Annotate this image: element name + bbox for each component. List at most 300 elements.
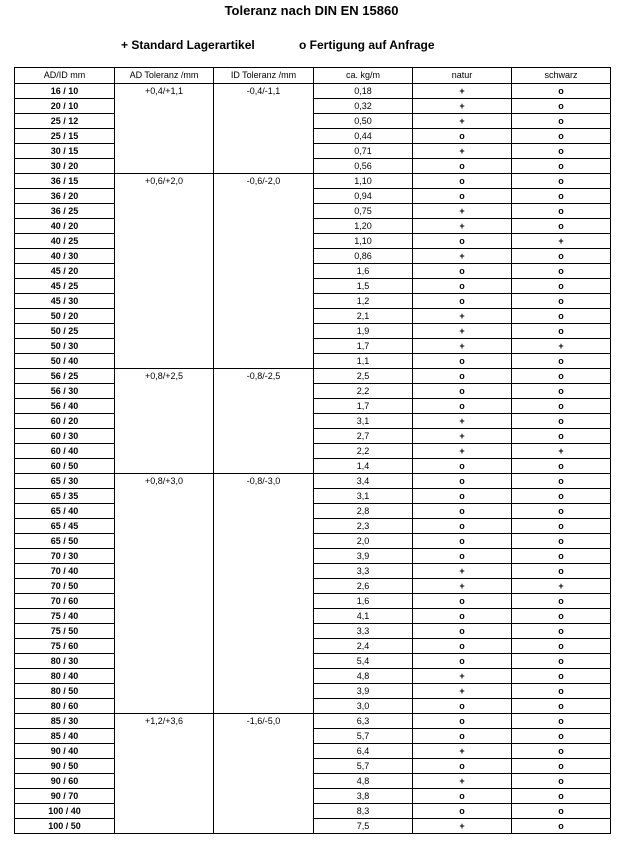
weight-cell: 5,4 xyxy=(314,654,413,669)
table-row xyxy=(15,264,611,279)
dimension-cell: 25 / 12 xyxy=(15,114,115,129)
tolerance-table xyxy=(14,67,611,834)
weight-cell: 2,5 xyxy=(314,369,413,384)
natur-cell: o xyxy=(413,174,512,189)
id-tolerance-cell xyxy=(214,804,314,819)
weight-cell: 1,7 xyxy=(314,399,413,414)
weight-cell: 1,5 xyxy=(314,279,413,294)
table-row xyxy=(15,819,611,834)
id-tolerance-cell xyxy=(214,414,314,429)
id-tolerance-cell xyxy=(214,564,314,579)
table-row xyxy=(15,204,611,219)
id-tolerance-cell xyxy=(214,504,314,519)
schwarz-cell: + xyxy=(512,339,611,354)
table-row xyxy=(15,174,611,189)
natur-cell: + xyxy=(413,249,512,264)
natur-cell: + xyxy=(413,669,512,684)
weight-cell: 0,32 xyxy=(314,99,413,114)
schwarz-cell: o xyxy=(512,354,611,369)
schwarz-cell: o xyxy=(512,474,611,489)
dimension-cell: 60 / 40 xyxy=(15,444,115,459)
id-tolerance-cell xyxy=(214,459,314,474)
natur-cell: o xyxy=(413,459,512,474)
natur-cell: + xyxy=(413,84,512,99)
schwarz-cell: o xyxy=(512,804,611,819)
natur-cell: o xyxy=(413,759,512,774)
weight-cell: 8,3 xyxy=(314,804,413,819)
table-row xyxy=(15,369,611,384)
natur-cell: + xyxy=(413,204,512,219)
table-row xyxy=(15,594,611,609)
ad-tolerance-cell xyxy=(115,609,214,624)
schwarz-cell: o xyxy=(512,684,611,699)
natur-cell: o xyxy=(413,504,512,519)
schwarz-cell: o xyxy=(512,639,611,654)
id-tolerance-cell xyxy=(214,519,314,534)
id-tolerance-cell xyxy=(214,204,314,219)
ad-tolerance-cell xyxy=(115,249,214,264)
ad-tolerance-cell xyxy=(115,594,214,609)
natur-cell: + xyxy=(413,144,512,159)
natur-cell: o xyxy=(413,519,512,534)
ad-tolerance-cell xyxy=(115,99,214,114)
dimension-cell: 36 / 25 xyxy=(15,204,115,219)
id-tolerance-cell xyxy=(214,264,314,279)
natur-cell: o xyxy=(413,294,512,309)
ad-tolerance-cell xyxy=(115,114,214,129)
table-row xyxy=(15,99,611,114)
legend-on-request: o Fertigung auf Anfrage xyxy=(299,38,435,52)
ad-tolerance-cell xyxy=(115,309,214,324)
ad-tolerance-cell xyxy=(115,204,214,219)
natur-cell: + xyxy=(413,429,512,444)
schwarz-cell: o xyxy=(512,624,611,639)
table-row xyxy=(15,519,611,534)
id-tolerance-cell xyxy=(214,729,314,744)
dimension-cell: 85 / 30 xyxy=(15,714,115,729)
schwarz-cell: + xyxy=(512,579,611,594)
natur-cell: + xyxy=(413,774,512,789)
dimension-cell: 90 / 50 xyxy=(15,759,115,774)
natur-cell: o xyxy=(413,654,512,669)
weight-cell: 0,75 xyxy=(314,204,413,219)
natur-cell: + xyxy=(413,324,512,339)
weight-cell: 3,3 xyxy=(314,564,413,579)
table-row xyxy=(15,504,611,519)
dimension-cell: 30 / 15 xyxy=(15,144,115,159)
schwarz-cell: + xyxy=(512,444,611,459)
dimension-cell: 45 / 30 xyxy=(15,294,115,309)
table-body xyxy=(15,84,611,834)
weight-cell: 2,4 xyxy=(314,639,413,654)
schwarz-cell: o xyxy=(512,204,611,219)
schwarz-cell: o xyxy=(512,159,611,174)
schwarz-cell: o xyxy=(512,519,611,534)
id-tolerance-cell xyxy=(214,99,314,114)
schwarz-cell: o xyxy=(512,789,611,804)
weight-cell: 0,86 xyxy=(314,249,413,264)
dimension-cell: 80 / 50 xyxy=(15,684,115,699)
table-row xyxy=(15,429,611,444)
id-tolerance-cell xyxy=(214,294,314,309)
weight-cell: 0,50 xyxy=(314,114,413,129)
table-row xyxy=(15,609,611,624)
weight-cell: 1,9 xyxy=(314,324,413,339)
id-tolerance-cell xyxy=(214,189,314,204)
id-tolerance-cell: -0,8/-2,5 xyxy=(214,369,314,384)
weight-cell: 0,94 xyxy=(314,189,413,204)
id-tolerance-cell xyxy=(214,609,314,624)
ad-tolerance-cell xyxy=(115,789,214,804)
id-tolerance-cell xyxy=(214,549,314,564)
id-tolerance-cell xyxy=(214,114,314,129)
table-row xyxy=(15,324,611,339)
natur-cell: + xyxy=(413,744,512,759)
table-row xyxy=(15,414,611,429)
id-tolerance-cell xyxy=(214,144,314,159)
natur-cell: + xyxy=(413,339,512,354)
dimension-cell: 50 / 20 xyxy=(15,309,115,324)
ad-tolerance-cell xyxy=(115,729,214,744)
table-row xyxy=(15,129,611,144)
ad-tolerance-cell: +0,6/+2,0 xyxy=(115,174,214,189)
weight-cell: 0,71 xyxy=(314,144,413,159)
schwarz-cell: o xyxy=(512,654,611,669)
weight-cell: 1,10 xyxy=(314,234,413,249)
id-tolerance-cell xyxy=(214,354,314,369)
schwarz-cell: o xyxy=(512,744,611,759)
dimension-cell: 75 / 40 xyxy=(15,609,115,624)
table-header-row xyxy=(15,68,611,84)
weight-cell: 3,8 xyxy=(314,789,413,804)
weight-cell: 1,1 xyxy=(314,354,413,369)
id-tolerance-cell: -1,6/-5,0 xyxy=(214,714,314,729)
schwarz-cell: o xyxy=(512,114,611,129)
legend-standard: + Standard Lagerartikel xyxy=(121,38,255,52)
natur-cell: o xyxy=(413,699,512,714)
weight-cell: 3,9 xyxy=(314,684,413,699)
dimension-cell: 40 / 30 xyxy=(15,249,115,264)
schwarz-cell: o xyxy=(512,564,611,579)
dimension-cell: 36 / 20 xyxy=(15,189,115,204)
table-row xyxy=(15,399,611,414)
schwarz-cell: o xyxy=(512,84,611,99)
weight-cell: 3,1 xyxy=(314,489,413,504)
page-title: Toleranz nach DIN EN 15860 xyxy=(224,3,399,18)
weight-cell: 0,44 xyxy=(314,129,413,144)
dimension-cell: 70 / 40 xyxy=(15,564,115,579)
id-tolerance-cell xyxy=(214,324,314,339)
ad-tolerance-cell xyxy=(115,234,214,249)
schwarz-cell: o xyxy=(512,249,611,264)
ad-tolerance-cell: +0,8/+2,5 xyxy=(115,369,214,384)
dimension-cell: 40 / 20 xyxy=(15,219,115,234)
dimension-cell: 70 / 50 xyxy=(15,579,115,594)
schwarz-cell: o xyxy=(512,99,611,114)
natur-cell: + xyxy=(413,309,512,324)
natur-cell: + xyxy=(413,114,512,129)
ad-tolerance-cell xyxy=(115,384,214,399)
id-tolerance-cell xyxy=(214,339,314,354)
id-tolerance-cell xyxy=(214,384,314,399)
table-row xyxy=(15,279,611,294)
natur-cell: o xyxy=(413,639,512,654)
ad-tolerance-cell: +1,2/+3,6 xyxy=(115,714,214,729)
natur-cell: o xyxy=(413,279,512,294)
ad-tolerance-cell xyxy=(115,774,214,789)
ad-tolerance-cell xyxy=(115,639,214,654)
table-row xyxy=(15,624,611,639)
table-row xyxy=(15,354,611,369)
table-row xyxy=(15,189,611,204)
header-ad-tolerance: AD Toleranz /mm xyxy=(115,68,214,84)
weight-cell: 6,4 xyxy=(314,744,413,759)
schwarz-cell: o xyxy=(512,774,611,789)
id-tolerance-cell xyxy=(214,684,314,699)
ad-tolerance-cell xyxy=(115,819,214,834)
weight-cell: 2,2 xyxy=(314,384,413,399)
id-tolerance-cell: -0,8/-3,0 xyxy=(214,474,314,489)
natur-cell: + xyxy=(413,99,512,114)
natur-cell: o xyxy=(413,789,512,804)
id-tolerance-cell xyxy=(214,594,314,609)
weight-cell: 0,56 xyxy=(314,159,413,174)
weight-cell: 5,7 xyxy=(314,759,413,774)
weight-cell: 2,3 xyxy=(314,519,413,534)
id-tolerance-cell xyxy=(214,699,314,714)
id-tolerance-cell: -0,4/-1,1 xyxy=(214,84,314,99)
ad-tolerance-cell xyxy=(115,429,214,444)
schwarz-cell: o xyxy=(512,174,611,189)
weight-cell: 3,0 xyxy=(314,699,413,714)
weight-cell: 6,3 xyxy=(314,714,413,729)
ad-tolerance-cell xyxy=(115,264,214,279)
ad-tolerance-cell: +0,8/+3,0 xyxy=(115,474,214,489)
dimension-cell: 56 / 25 xyxy=(15,369,115,384)
id-tolerance-cell: -0,6/-2,0 xyxy=(214,174,314,189)
table-row xyxy=(15,234,611,249)
natur-cell: o xyxy=(413,369,512,384)
ad-tolerance-cell xyxy=(115,279,214,294)
ad-tolerance-cell xyxy=(115,549,214,564)
dimension-cell: 20 / 10 xyxy=(15,99,115,114)
weight-cell: 4,8 xyxy=(314,669,413,684)
schwarz-cell: o xyxy=(512,429,611,444)
ad-tolerance-cell xyxy=(115,129,214,144)
id-tolerance-cell xyxy=(214,624,314,639)
ad-tolerance-cell xyxy=(115,564,214,579)
dimension-cell: 50 / 40 xyxy=(15,354,115,369)
dimension-cell: 65 / 45 xyxy=(15,519,115,534)
ad-tolerance-cell xyxy=(115,399,214,414)
weight-cell: 5,7 xyxy=(314,729,413,744)
ad-tolerance-cell xyxy=(115,324,214,339)
id-tolerance-cell xyxy=(214,639,314,654)
natur-cell: + xyxy=(413,414,512,429)
natur-cell: o xyxy=(413,594,512,609)
id-tolerance-cell xyxy=(214,819,314,834)
id-tolerance-cell xyxy=(214,759,314,774)
dimension-cell: 70 / 60 xyxy=(15,594,115,609)
table-row xyxy=(15,714,611,729)
natur-cell: o xyxy=(413,804,512,819)
weight-cell: 3,9 xyxy=(314,549,413,564)
id-tolerance-cell xyxy=(214,399,314,414)
schwarz-cell: o xyxy=(512,384,611,399)
ad-tolerance-cell xyxy=(115,294,214,309)
natur-cell: o xyxy=(413,399,512,414)
weight-cell: 7,5 xyxy=(314,819,413,834)
natur-cell: o xyxy=(413,549,512,564)
dimension-cell: 60 / 50 xyxy=(15,459,115,474)
natur-cell: o xyxy=(413,489,512,504)
schwarz-cell: o xyxy=(512,819,611,834)
table-row xyxy=(15,549,611,564)
dimension-cell: 100 / 50 xyxy=(15,819,115,834)
weight-cell: 2,7 xyxy=(314,429,413,444)
dimension-cell: 90 / 40 xyxy=(15,744,115,759)
table-row xyxy=(15,339,611,354)
schwarz-cell: o xyxy=(512,669,611,684)
table-row xyxy=(15,729,611,744)
schwarz-cell: o xyxy=(512,594,611,609)
schwarz-cell: o xyxy=(512,459,611,474)
header-natur: natur xyxy=(413,68,512,84)
natur-cell: o xyxy=(413,714,512,729)
table-row xyxy=(15,294,611,309)
ad-tolerance-cell xyxy=(115,504,214,519)
id-tolerance-cell xyxy=(214,129,314,144)
id-tolerance-cell xyxy=(214,444,314,459)
natur-cell: o xyxy=(413,129,512,144)
table-row xyxy=(15,534,611,549)
ad-tolerance-cell xyxy=(115,744,214,759)
ad-tolerance-cell xyxy=(115,144,214,159)
table-row xyxy=(15,489,611,504)
dimension-cell: 60 / 30 xyxy=(15,429,115,444)
dimension-cell: 75 / 60 xyxy=(15,639,115,654)
table-row xyxy=(15,444,611,459)
natur-cell: o xyxy=(413,264,512,279)
table-row xyxy=(15,384,611,399)
table-row xyxy=(15,639,611,654)
schwarz-cell: o xyxy=(512,264,611,279)
id-tolerance-cell xyxy=(214,219,314,234)
id-tolerance-cell xyxy=(214,774,314,789)
ad-tolerance-cell xyxy=(115,444,214,459)
schwarz-cell: o xyxy=(512,279,611,294)
table-row xyxy=(15,744,611,759)
id-tolerance-cell xyxy=(214,234,314,249)
natur-cell: + xyxy=(413,819,512,834)
ad-tolerance-cell xyxy=(115,159,214,174)
id-tolerance-cell xyxy=(214,489,314,504)
schwarz-cell: o xyxy=(512,699,611,714)
table-row xyxy=(15,114,611,129)
table-row xyxy=(15,474,611,489)
id-tolerance-cell xyxy=(214,429,314,444)
schwarz-cell: + xyxy=(512,234,611,249)
weight-cell: 0,18 xyxy=(314,84,413,99)
id-tolerance-cell xyxy=(214,744,314,759)
dimension-cell: 75 / 50 xyxy=(15,624,115,639)
natur-cell: + xyxy=(413,444,512,459)
table-row xyxy=(15,84,611,99)
dimension-cell: 80 / 30 xyxy=(15,654,115,669)
table-row xyxy=(15,699,611,714)
weight-cell: 1,6 xyxy=(314,264,413,279)
dimension-cell: 25 / 15 xyxy=(15,129,115,144)
natur-cell: o xyxy=(413,624,512,639)
weight-cell: 1,4 xyxy=(314,459,413,474)
natur-cell: + xyxy=(413,684,512,699)
weight-cell: 1,7 xyxy=(314,339,413,354)
id-tolerance-cell xyxy=(214,789,314,804)
ad-tolerance-cell xyxy=(115,189,214,204)
natur-cell: o xyxy=(413,609,512,624)
id-tolerance-cell xyxy=(214,279,314,294)
header-dimension: AD/ID mm xyxy=(15,68,115,84)
header-weight: ca. kg/m xyxy=(314,68,413,84)
id-tolerance-cell xyxy=(214,309,314,324)
table-row xyxy=(15,669,611,684)
dimension-cell: 100 / 40 xyxy=(15,804,115,819)
weight-cell: 1,20 xyxy=(314,219,413,234)
dimension-cell: 50 / 25 xyxy=(15,324,115,339)
dimension-cell: 90 / 60 xyxy=(15,774,115,789)
dimension-cell: 56 / 40 xyxy=(15,399,115,414)
table-row xyxy=(15,564,611,579)
weight-cell: 2,8 xyxy=(314,504,413,519)
table-row xyxy=(15,654,611,669)
weight-cell: 1,6 xyxy=(314,594,413,609)
dimension-cell: 70 / 30 xyxy=(15,549,115,564)
weight-cell: 2,0 xyxy=(314,534,413,549)
schwarz-cell: o xyxy=(512,759,611,774)
ad-tolerance-cell xyxy=(115,219,214,234)
ad-tolerance-cell xyxy=(115,414,214,429)
schwarz-cell: o xyxy=(512,219,611,234)
natur-cell: o xyxy=(413,729,512,744)
weight-cell: 2,2 xyxy=(314,444,413,459)
natur-cell: o xyxy=(413,354,512,369)
schwarz-cell: o xyxy=(512,369,611,384)
ad-tolerance-cell xyxy=(115,804,214,819)
table-row xyxy=(15,579,611,594)
table-row xyxy=(15,774,611,789)
dimension-cell: 90 / 70 xyxy=(15,789,115,804)
weight-cell: 1,2 xyxy=(314,294,413,309)
schwarz-cell: o xyxy=(512,294,611,309)
dimension-cell: 50 / 30 xyxy=(15,339,115,354)
dimension-cell: 80 / 60 xyxy=(15,699,115,714)
schwarz-cell: o xyxy=(512,489,611,504)
schwarz-cell: o xyxy=(512,189,611,204)
table-row xyxy=(15,249,611,264)
id-tolerance-cell xyxy=(214,534,314,549)
schwarz-cell: o xyxy=(512,144,611,159)
schwarz-cell: o xyxy=(512,714,611,729)
dimension-cell: 36 / 15 xyxy=(15,174,115,189)
schwarz-cell: o xyxy=(512,549,611,564)
natur-cell: + xyxy=(413,579,512,594)
schwarz-cell: o xyxy=(512,609,611,624)
weight-cell: 3,4 xyxy=(314,474,413,489)
ad-tolerance-cell xyxy=(115,339,214,354)
table-row xyxy=(15,789,611,804)
natur-cell: + xyxy=(413,564,512,579)
ad-tolerance-cell xyxy=(115,354,214,369)
